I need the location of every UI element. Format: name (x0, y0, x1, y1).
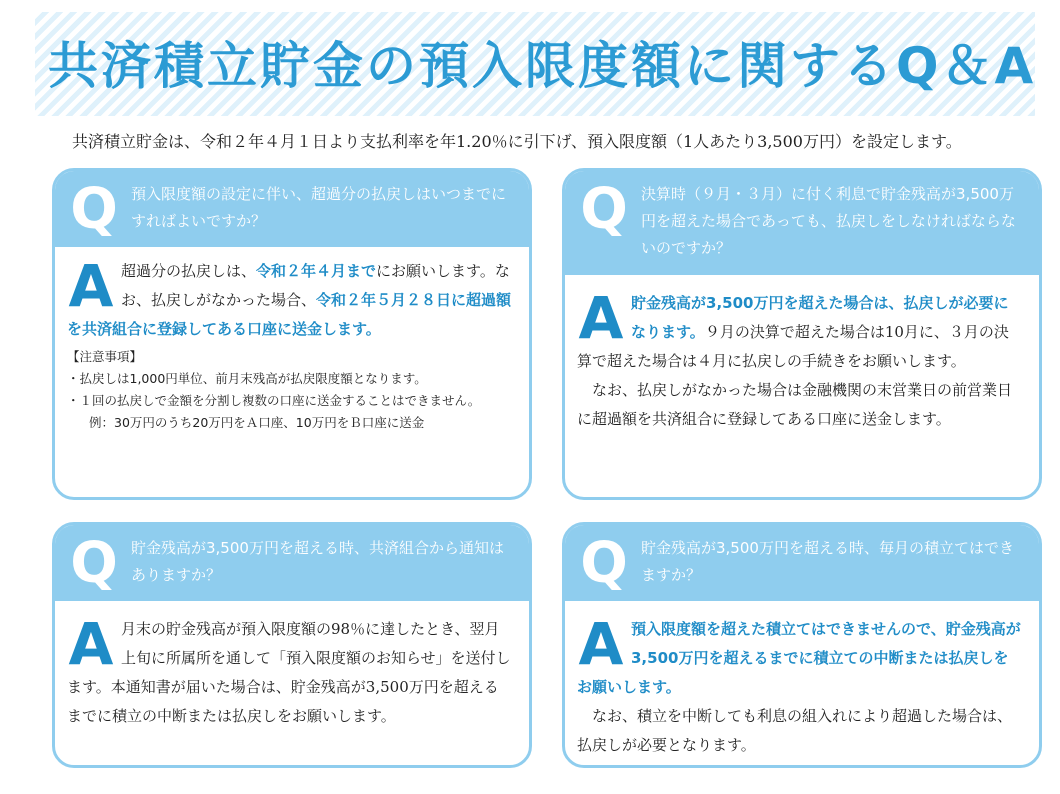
question-text: 決算時（９月・３月）に付く利息で貯金残高が3,500万円を超えた場合であっても、払戻しをしなければならないのですか？ (641, 185, 1016, 257)
answer-area (565, 283, 1039, 497)
question-text: 貯金残高が3,500万円を超える時、毎月の積立てはできますか？ (641, 539, 1014, 584)
notes-section (67, 346, 513, 434)
qa-card-2 (562, 168, 1042, 500)
q-mark: Q (580, 531, 628, 596)
notes-item: ・１回の払戻しで金額を分割し複数の口座に送金することはできません。 (67, 393, 481, 408)
a-mark: A (578, 610, 624, 678)
a-mark: A (68, 610, 114, 678)
answer-highlight: 令和２年４月まで (256, 262, 377, 280)
answer-text-part: 超過分の払戻しは、 (121, 262, 257, 280)
q-mark: Q (580, 177, 628, 242)
question-text: 預入限度額の設定に伴い、超過分の払戻しはいつまでにすればよいですか？ (131, 185, 507, 230)
answer-highlight: 預入限度額を超えた積立てはできませんので、貯金残高が3,500万円を超えるまでに積立ての中断または払戻しをお願いします。 (577, 620, 1021, 696)
question-text: 貯金残高が3,500万円を超える時、共済組合から通知はありますか？ (131, 539, 504, 584)
answer-paragraph: なお、積立を中断しても利息の組入れにより超過した場合は、払戻しが必要となります。 (577, 707, 1013, 754)
a-mark: A (578, 284, 624, 352)
a-mark: A (68, 252, 114, 320)
question-area (565, 525, 1039, 601)
notes-item: ・払戻しは1,000円単位、前月末残高が払戻限度額となります。 (67, 371, 427, 386)
answer-area (55, 251, 529, 497)
qa-card-4 (562, 522, 1042, 768)
answer-area (565, 609, 1039, 765)
page-title: 共済積立貯金の預入限度額に関するQ＆A (48, 37, 1037, 95)
answer-text (577, 284, 1023, 376)
question-area (565, 171, 1039, 275)
q-mark: Q (70, 177, 118, 242)
notes-heading: 【注意事項】 (67, 349, 143, 364)
answer-text (67, 252, 513, 344)
answer-text: 月末の貯金残高が預入限度額の98％に達したとき、翌月上旬に所属所を通して「預入限度額のお知らせ」を送付します。本通知書が届いた場合は、貯金残高が3,500万円を超えるまでに積立の中断または払戻しをお願いします。 (67, 620, 511, 725)
qa-card-1 (52, 168, 532, 500)
answer-highlight: 令和２年５月２８日に超過額を共済組合に登録してある口座に送金します。 (67, 291, 512, 338)
answer-text (577, 610, 1023, 702)
q-mark: Q (70, 531, 118, 596)
answer-text-part: ９月の決算で超えた場合は10月に、３月の決算で超えた場合は４月に払戻しの手続きをお願いします。 (577, 323, 1009, 370)
question-area (55, 171, 529, 247)
intro-text: 共済積立貯金は、令和２年４月１日より支払利率を年1.20％に引下げ、預入限度額（1人あたり3,500万円）を設定します。 (72, 132, 962, 151)
question-area (55, 525, 529, 601)
answer-highlight: 貯金残高が3,500万円を超えた場合は、払戻しが必要になります。 (631, 294, 1009, 341)
answer-area (55, 609, 529, 765)
answer-paragraph: なお、払戻しがなかった場合は金融機関の末営業日の前営業日に超過額を共済組合に登録してある口座に送金します。 (577, 381, 1013, 428)
answer-text-part: にお願いします。なお、払戻しがなかった場合、 (121, 262, 510, 309)
notes-example: 例：30万円のうち20万円をＡ口座、10万円をＢ口座に送金 (89, 415, 425, 430)
qa-card-3 (52, 522, 532, 768)
